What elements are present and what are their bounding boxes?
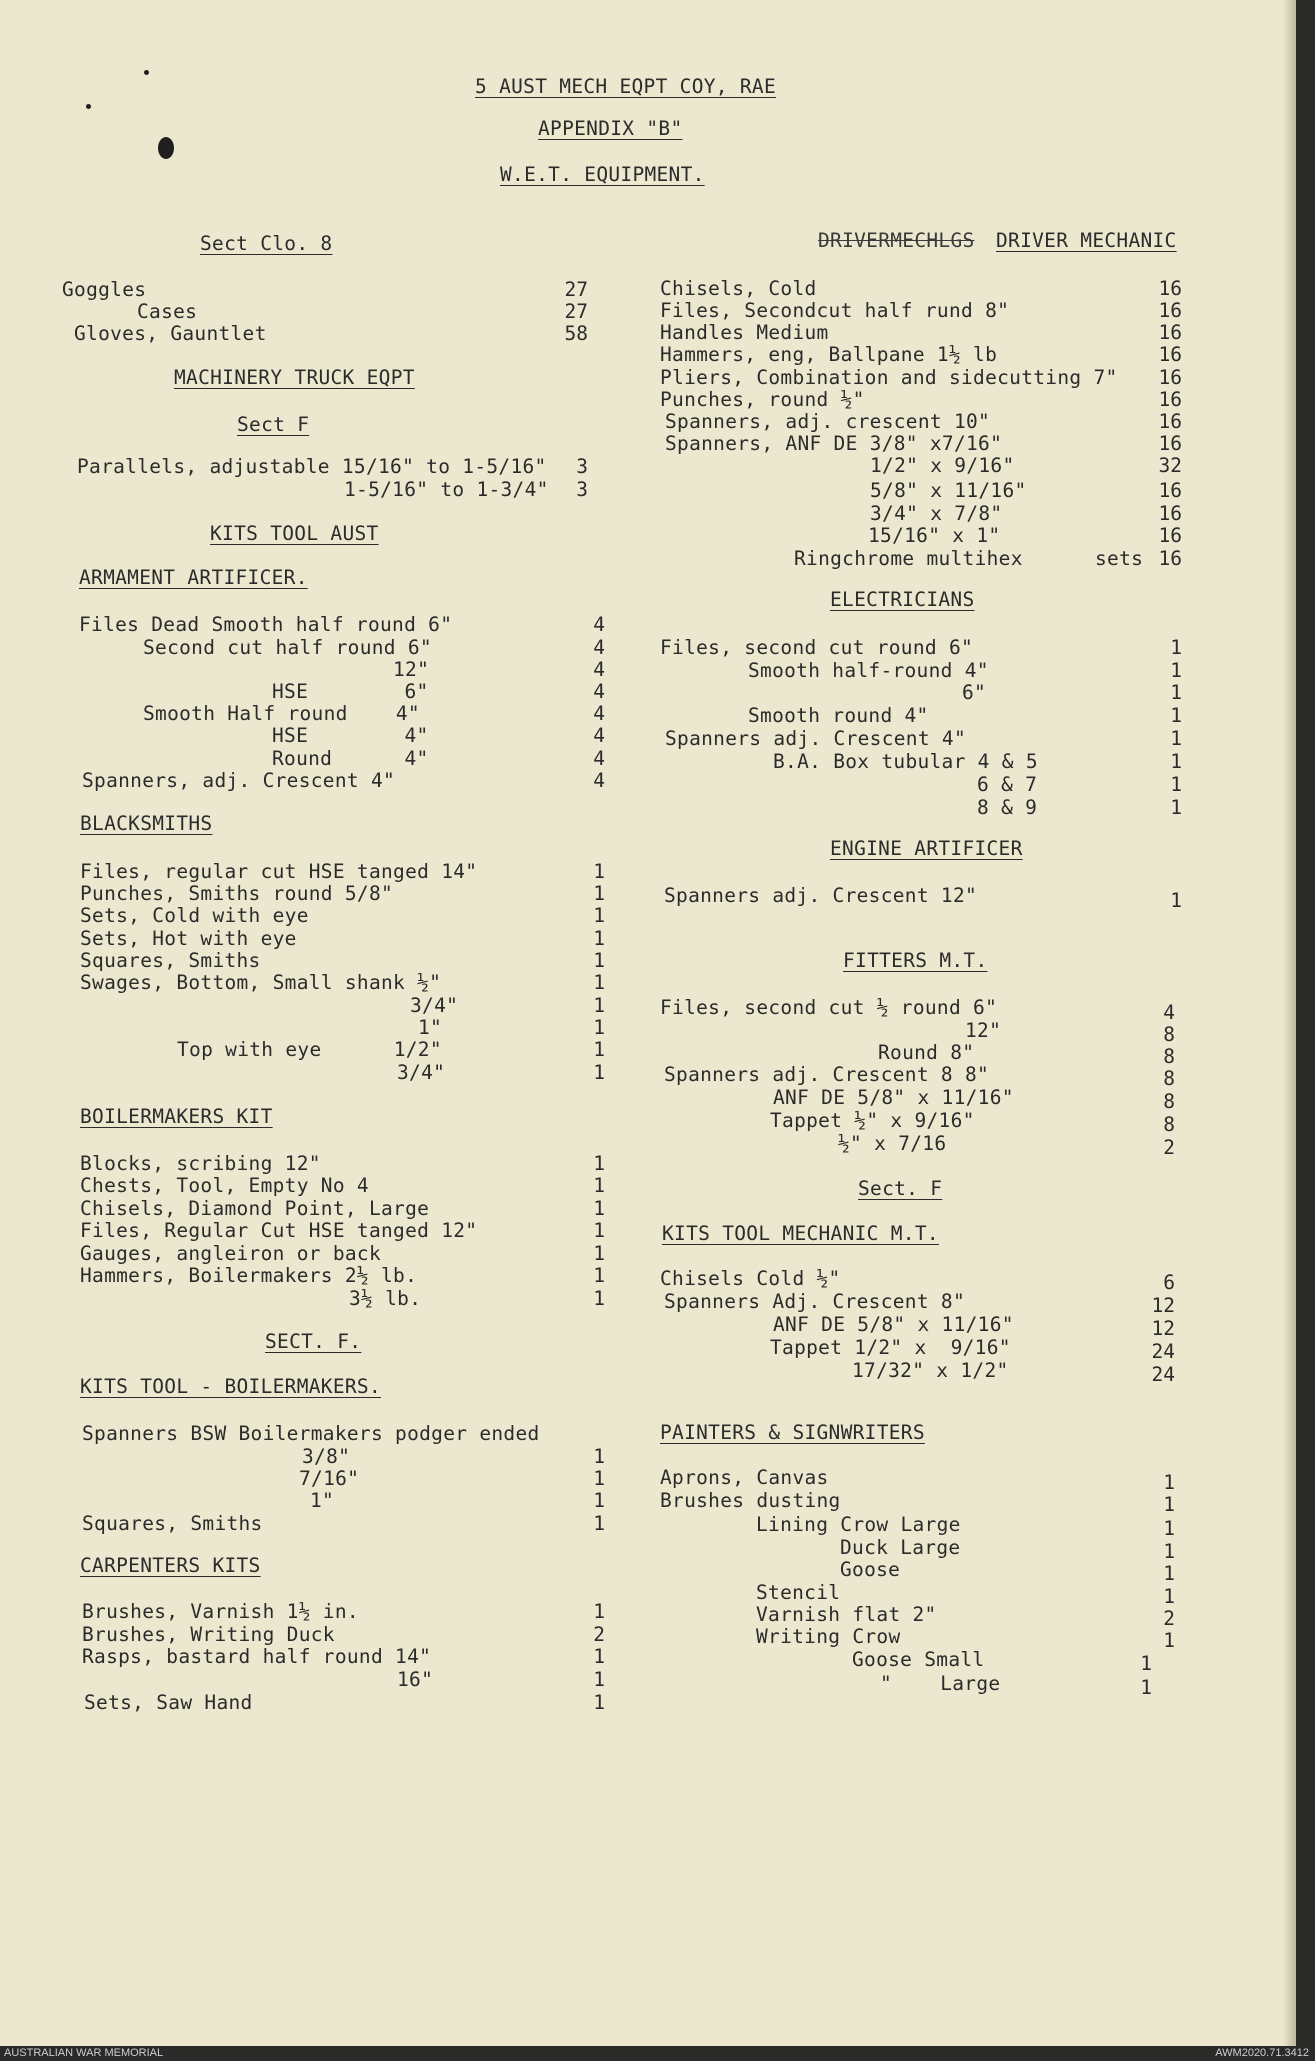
item-qty: 6	[1163, 1271, 1175, 1294]
item-label: Round 4"	[272, 747, 429, 770]
item-qty: 16	[1158, 547, 1182, 570]
section-heading: PAINTERS & SIGNWRITERS	[660, 1421, 925, 1444]
item-qty: 1	[593, 882, 605, 905]
item-label: Brushes dusting	[660, 1489, 841, 1512]
item-label: Rasps, bastard half round 14"	[82, 1645, 432, 1668]
item-label: Swages, Bottom, Small shank ½"	[80, 971, 442, 994]
item-label: Goggles	[62, 278, 147, 301]
appendix-heading: APPENDIX "B"	[538, 117, 683, 140]
item-qty: 12	[1151, 1317, 1175, 1340]
ink-speck	[86, 104, 91, 109]
item-qty: 1	[1170, 659, 1182, 682]
item-qty: 2	[1163, 1136, 1175, 1159]
item-qty: 1	[593, 971, 605, 994]
item-qty: 4	[593, 724, 605, 747]
item-label: Smooth round 4"	[748, 704, 929, 727]
item-label: Brushes, Writing Duck	[82, 1623, 335, 1646]
item-qty: 1	[1170, 704, 1182, 727]
item-label: Spanners, adj. crescent 10"	[665, 410, 991, 433]
item-label: Writing Crow	[756, 1625, 901, 1648]
item-qty: 16	[1158, 299, 1182, 322]
section-heading: Sect. F	[858, 1177, 943, 1200]
item-label: Files, second cut ½ round 6"	[660, 996, 998, 1019]
item-qty: 16	[1158, 366, 1182, 389]
section-heading: KITS TOOL MECHANIC M.T.	[662, 1222, 939, 1245]
footer-credit: AUSTRALIAN WAR MEMORIAL	[4, 2047, 164, 2059]
item-qty: 16	[1158, 388, 1182, 411]
item-label: 1/2" x 9/16"	[870, 454, 1015, 477]
unit-heading: 5 AUST MECH EQPT COY, RAE	[475, 75, 776, 98]
item-qty: 1	[1163, 1517, 1175, 1540]
section-heading: DRIVER MECHANIC	[996, 229, 1177, 252]
item-label: Files Dead Smooth half round 6"	[79, 613, 453, 636]
item-qty: 1	[593, 1600, 605, 1623]
item-qty: 4	[1163, 1001, 1175, 1024]
item-label: ½" x 7/16	[838, 1132, 947, 1155]
item-qty: 16	[1158, 524, 1182, 547]
item-qty: 16	[1158, 321, 1182, 344]
item-label: Sets, Hot with eye	[80, 927, 297, 950]
item-qty: 12	[1151, 1294, 1175, 1317]
item-qty: 1	[1170, 681, 1182, 704]
item-label: ANF DE 5/8" x 11/16"	[773, 1313, 1014, 1336]
item-label: Hammers, Boilermakers 2½ lb.	[80, 1264, 418, 1287]
item-label: Gloves, Gauntlet	[74, 322, 267, 345]
item-label: Spanners Adj. Crescent 8"	[664, 1290, 965, 1313]
item-qty: 1	[1163, 1585, 1175, 1608]
item-label: Handles Medium	[660, 321, 829, 344]
item-label: 8 & 9	[977, 796, 1038, 819]
item-qty: 1	[593, 1038, 605, 1061]
item-label: Second cut half round 6"	[143, 636, 432, 659]
item-label: Files, Regular Cut HSE tanged 12"	[80, 1219, 478, 1242]
item-qty: 1	[593, 1264, 605, 1287]
item-qty: 1	[593, 1445, 605, 1468]
item-label: Smooth Half round 4"	[143, 702, 420, 725]
item-label: Punches, Smiths round 5/8"	[80, 882, 394, 905]
struck-heading: DRIVERMECHLGS	[818, 229, 975, 252]
item-label: Spanners, ANF DE 3/8" x7/16"	[665, 432, 1003, 455]
section-heading: CARPENTERS KITS	[80, 1554, 261, 1577]
item-label: Chisels Cold ½"	[660, 1267, 841, 1290]
item-qty: 1	[593, 949, 605, 972]
item-label: 3/4"	[397, 1061, 446, 1084]
section-heading: KITS TOOL AUST	[210, 522, 379, 545]
item-label: ANF DE 5/8" x 11/16"	[773, 1086, 1014, 1109]
item-qty: 1	[1163, 1629, 1175, 1652]
item-qty: 4	[593, 680, 605, 703]
item-qty: 1	[1170, 773, 1182, 796]
item-label: Goose	[840, 1558, 901, 1581]
item-qty: 1	[1140, 1652, 1152, 1675]
item-label: HSE 6"	[272, 680, 429, 703]
item-qty: 16	[1158, 410, 1182, 433]
item-label: Varnish flat 2"	[756, 1603, 937, 1626]
item-label: 3/4"	[410, 994, 459, 1017]
item-qty: 1	[593, 1489, 605, 1512]
item-qty: 2	[593, 1623, 605, 1646]
item-qty: 1	[593, 1016, 605, 1039]
item-label: Brushes, Varnish 1½ in.	[82, 1600, 359, 1623]
section-heading: Sect Clo. 8	[200, 232, 333, 255]
item-qty: 8	[1163, 1113, 1175, 1136]
item-qty: 3	[576, 455, 588, 478]
item-label: Goose Small	[852, 1648, 985, 1671]
item-qty: 4	[593, 613, 605, 636]
item-qty: 1	[593, 1219, 605, 1242]
item-qty: 1	[1170, 750, 1182, 773]
item-qty: 1	[593, 1242, 605, 1265]
item-qty: 1	[593, 1061, 605, 1084]
item-qty: 1	[593, 904, 605, 927]
item-label: 1"	[418, 1016, 443, 1039]
item-label: Smooth half-round 4"	[748, 659, 989, 682]
section-heading: MACHINERY TRUCK EQPT	[174, 366, 415, 389]
item-qty: 1	[593, 927, 605, 950]
section-heading: FITTERS M.T.	[843, 949, 988, 972]
item-label: B.A. Box tubular 4 & 5	[773, 750, 1038, 773]
item-qty: 32	[1158, 454, 1182, 477]
item-label: Ringchrome multihex sets	[794, 547, 1144, 570]
item-label: Aprons, Canvas	[660, 1466, 829, 1489]
item-label: Files, regular cut HSE tanged 14"	[80, 860, 478, 883]
item-qty: 8	[1163, 1067, 1175, 1090]
item-qty: 3	[576, 478, 588, 501]
item-qty: 1	[593, 1645, 605, 1668]
section-heading: ARMAMENT ARTIFICER.	[79, 566, 308, 589]
item-qty: 58	[564, 322, 588, 345]
item-qty: 16	[1158, 479, 1182, 502]
item-qty: 1	[1170, 727, 1182, 750]
item-label: Spanners BSW Boilermakers podger ended	[82, 1422, 540, 1445]
item-qty: 1	[593, 1512, 605, 1535]
section-heading: KITS TOOL - BOILERMAKERS.	[80, 1375, 381, 1398]
item-label: Cases	[137, 300, 198, 323]
item-qty: 1	[1170, 889, 1182, 912]
item-qty: 8	[1163, 1045, 1175, 1068]
item-label: Tappet ½" x 9/16"	[770, 1109, 975, 1132]
item-label: Spanners adj. Crescent 12"	[664, 884, 978, 907]
item-label: Blocks, scribing 12"	[80, 1152, 321, 1175]
item-label: Pliers, Combination and sidecutting 7"	[660, 366, 1118, 389]
item-qty: 1	[593, 994, 605, 1017]
punch-hole	[158, 137, 174, 159]
item-qty: 1	[1163, 1471, 1175, 1494]
item-label: 6"	[962, 681, 987, 704]
footer-accession: AWM2020.71.3412	[1215, 2047, 1309, 2059]
item-qty: 1	[1140, 1676, 1152, 1699]
item-qty: 16	[1158, 502, 1182, 525]
ink-speck	[144, 70, 149, 75]
item-label: Top with eye 1/2"	[177, 1038, 442, 1061]
item-label: 1-5/16" to 1-3/4"	[344, 478, 549, 501]
item-qty: 4	[593, 702, 605, 725]
document-title: W.E.T. EQUIPMENT.	[500, 163, 705, 186]
section-heading: ENGINE ARTIFICER	[830, 837, 1023, 860]
item-label: Squares, Smiths	[80, 949, 261, 972]
item-qty: 8	[1163, 1023, 1175, 1046]
page-edge	[1283, 0, 1296, 2046]
item-label: 16"	[397, 1668, 434, 1691]
item-label: 15/16" x 1"	[868, 524, 1001, 547]
item-qty: 24	[1151, 1340, 1175, 1363]
item-qty: 1	[593, 1691, 605, 1714]
item-label: Hammers, eng, Ballpane 1½ lb	[660, 343, 998, 366]
item-label: Stencil	[756, 1581, 841, 1604]
item-qty: 1	[593, 1152, 605, 1175]
section-heading: BLACKSMITHS	[80, 812, 213, 835]
item-qty: 24	[1151, 1363, 1175, 1386]
item-label: 3/8"	[302, 1445, 351, 1468]
item-label: 3/4" x 7/8"	[870, 502, 1003, 525]
item-label: HSE 4"	[272, 724, 429, 747]
item-qty: 16	[1158, 432, 1182, 455]
item-label: Gauges, angleiron or back	[80, 1242, 381, 1265]
item-label: Lining Crow Large	[756, 1513, 961, 1536]
item-qty: 16	[1158, 277, 1182, 300]
item-qty: 1	[1170, 636, 1182, 659]
item-label: " Large	[880, 1672, 1001, 1695]
item-label: Chests, Tool, Empty No 4	[80, 1174, 369, 1197]
item-label: 5/8" x 11/16"	[870, 479, 1027, 502]
item-label: 7/16"	[299, 1467, 360, 1490]
item-label: Spanners, adj. Crescent 4"	[82, 769, 396, 792]
item-label: 12"	[965, 1019, 1002, 1042]
item-label: 6 & 7	[977, 773, 1038, 796]
item-qty: 1	[1163, 1493, 1175, 1516]
item-qty: 1	[593, 860, 605, 883]
item-label: Files, Secondcut half rund 8"	[660, 299, 1010, 322]
item-qty: 27	[564, 278, 588, 301]
item-label: Tappet 1/2" x 9/16"	[770, 1336, 1011, 1359]
item-label: Sets, Cold with eye	[80, 904, 309, 927]
item-qty: 4	[593, 636, 605, 659]
section-heading: BOILERMAKERS KIT	[80, 1105, 273, 1128]
item-label: Chisels, Cold	[660, 277, 817, 300]
item-label: Round 8"	[878, 1041, 975, 1064]
item-qty: 4	[593, 658, 605, 681]
item-qty: 16	[1158, 343, 1182, 366]
item-qty: 8	[1163, 1090, 1175, 1113]
item-label: 3½ lb.	[349, 1287, 422, 1310]
item-label: Spanners adj. Crescent 4"	[665, 727, 966, 750]
item-qty: 1	[593, 1174, 605, 1197]
item-qty: 27	[564, 300, 588, 323]
section-heading: Sect F	[237, 413, 310, 436]
item-label: 1"	[310, 1489, 335, 1512]
item-qty: 1	[1170, 796, 1182, 819]
item-label: Punches, round ½"	[660, 388, 865, 411]
item-qty: 1	[593, 1467, 605, 1490]
item-label: Parallels, adjustable 15/16" to 1-5/16"	[77, 455, 547, 478]
item-label: 12"	[393, 658, 430, 681]
item-qty: 1	[593, 1287, 605, 1310]
item-label: Sets, Saw Hand	[84, 1691, 253, 1714]
item-qty: 1	[1163, 1562, 1175, 1585]
item-label: Files, second cut round 6"	[660, 636, 974, 659]
item-qty: 1	[593, 1197, 605, 1220]
item-qty: 1	[1163, 1540, 1175, 1563]
item-qty: 4	[593, 747, 605, 770]
item-label: 17/32" x 1/2"	[852, 1359, 1009, 1382]
item-label: Duck Large	[840, 1536, 961, 1559]
section-heading: ELECTRICIANS	[830, 588, 975, 611]
item-label: Squares, Smiths	[82, 1512, 263, 1535]
item-label: Spanners adj. Crescent 8 8"	[664, 1063, 990, 1086]
item-label: Chisels, Diamond Point, Large	[80, 1197, 430, 1220]
section-heading: SECT. F.	[265, 1330, 362, 1353]
item-qty: 1	[593, 1668, 605, 1691]
item-qty: 4	[593, 769, 605, 792]
item-qty: 2	[1163, 1607, 1175, 1630]
